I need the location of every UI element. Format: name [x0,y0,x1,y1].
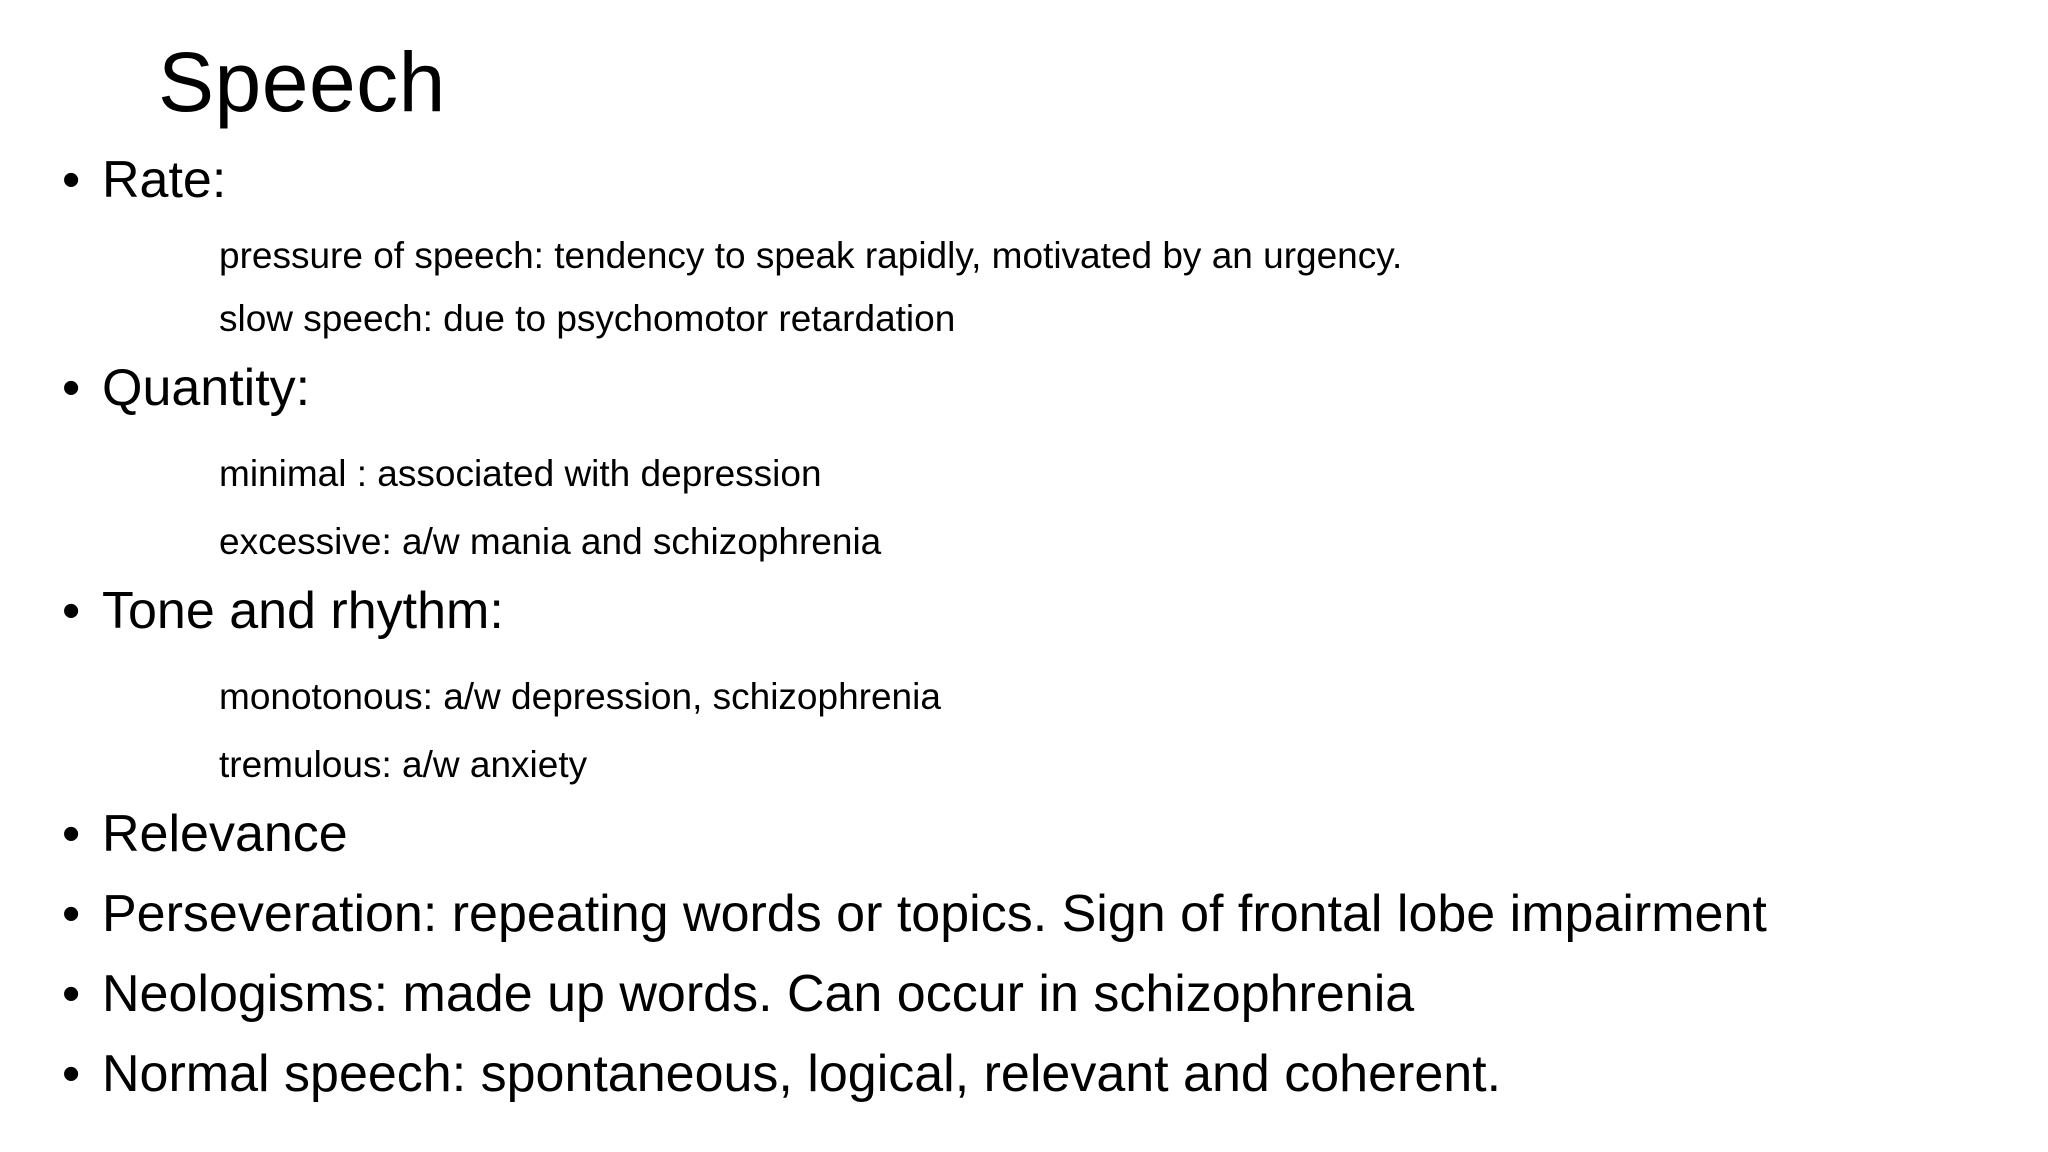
bullet-heading: Normal speech: spontaneous, logical, relevant and coherent. [102,1045,1502,1103]
bullet-heading: Relevance [102,805,348,863]
bullet-heading: Rate: [102,151,227,209]
bullet-heading: Perseveration: repeating words or topics. Sign of frontal lobe impairment [102,885,1767,943]
sub-item: tremulous: a/w anxiety [219,744,588,785]
bullet-heading: Neologisms: made up words. Can occur in schizophrenia [102,965,1415,1023]
bullet-icon: • [62,885,81,943]
sub-item: slow speech: due to psychomotor retardation [219,298,956,339]
sub-item: minimal : associated with depression [219,453,822,494]
bullet-icon: • [62,805,81,863]
sub-item: pressure of speech: tendency to speak rapidly, motivated by an urgency. [219,235,1403,276]
slide-title: Speech [158,35,446,129]
bullet-heading: Tone and rhythm: [102,582,504,640]
sub-item: excessive: a/w mania and schizophrenia [219,521,882,562]
bullet-icon: • [62,151,81,209]
bullet-heading: Quantity: [102,359,311,417]
bullet-icon: • [62,1045,81,1103]
bullet-icon: • [62,582,81,640]
bullet-icon: • [62,965,81,1023]
sub-item: monotonous: a/w depression, schizophrenia [219,676,941,717]
bullet-icon: • [62,359,81,417]
